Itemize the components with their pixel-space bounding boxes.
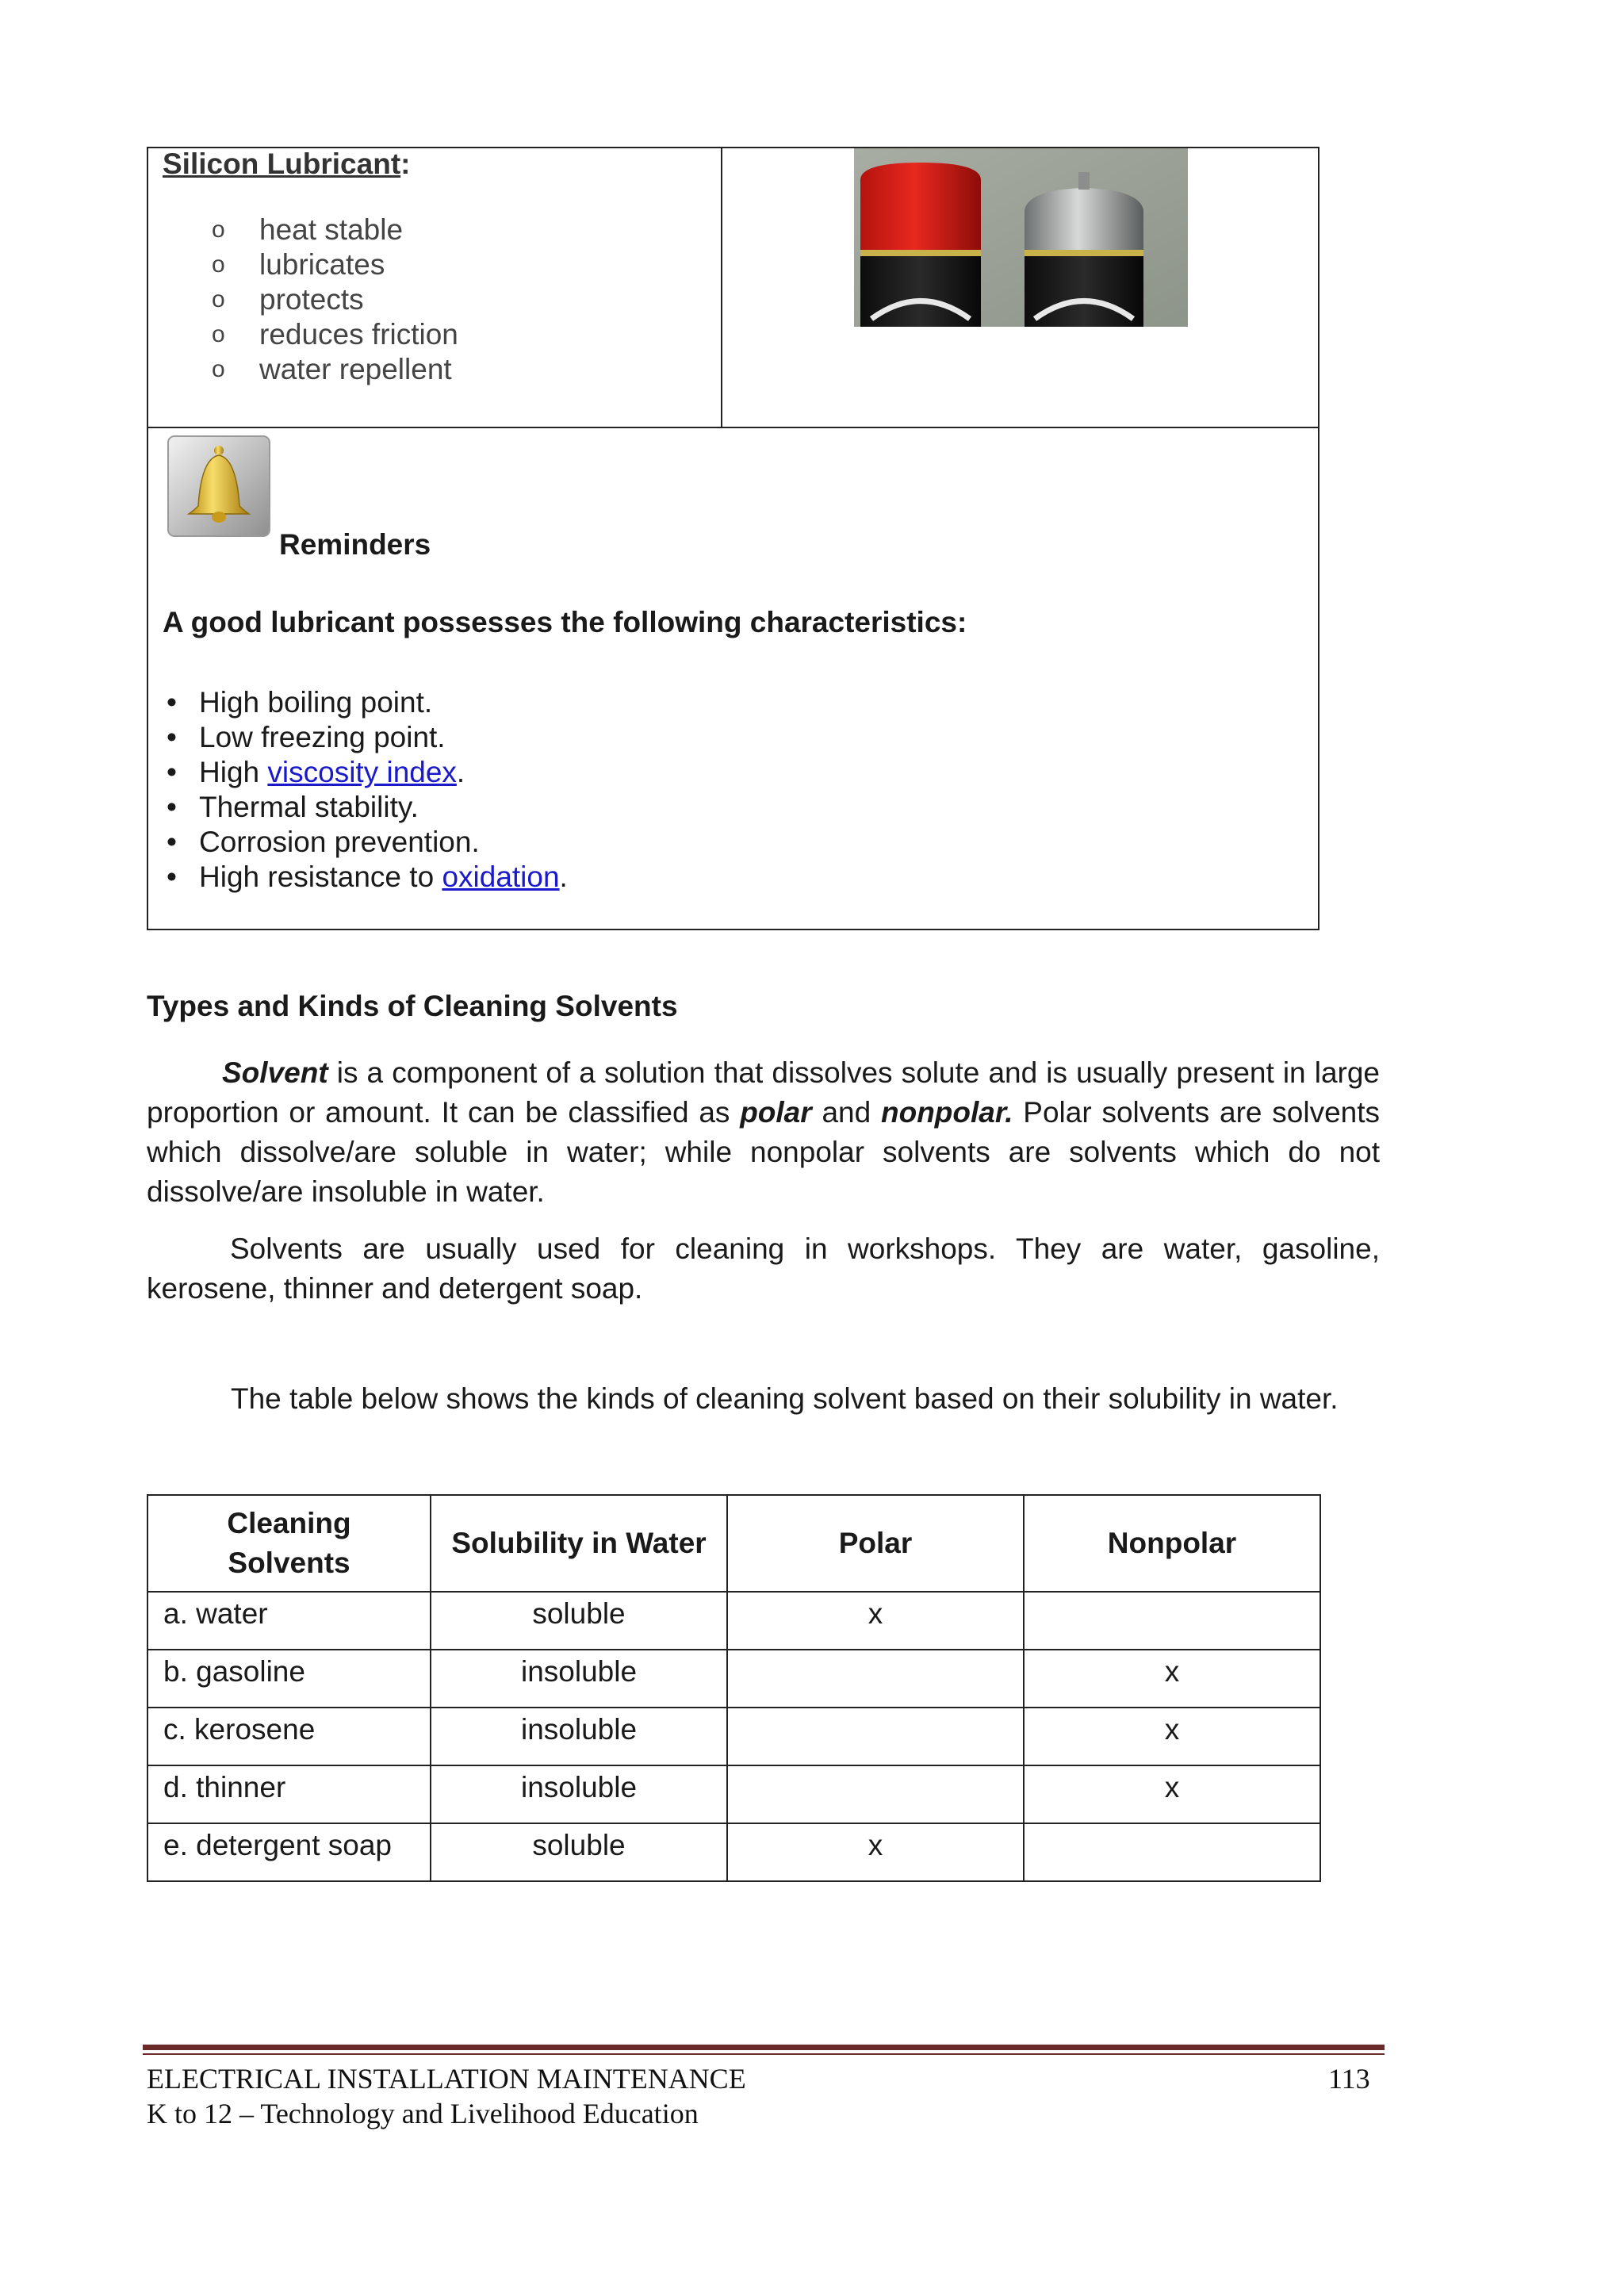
nonpolar-cell: x [1024, 1765, 1320, 1823]
solubility-cell: soluble [431, 1592, 727, 1650]
solubility-cell: soluble [431, 1823, 727, 1881]
box-row-divider [147, 427, 1320, 428]
solvent-name-cell: e. detergent soap [147, 1823, 431, 1881]
table-intro-text: The table below shows the kinds of cleaning solvent based on their solubility in water. [231, 1382, 1339, 1415]
table-header-row [147, 1495, 1320, 1592]
bullet-icon: • [167, 791, 177, 823]
list-item: o protects [212, 283, 364, 316]
list-item: o heat stable [212, 213, 404, 246]
polar-cell [727, 1708, 1024, 1765]
silicon-properties-list [208, 213, 458, 387]
list-item: o water repellent [212, 353, 452, 385]
table-row [147, 1823, 1320, 1881]
list-item: o lubricates [212, 248, 385, 281]
list-item: • Thermal stability. [167, 791, 419, 823]
footer-rule-thin [143, 2053, 1385, 2055]
bell-icon [167, 435, 271, 541]
silicon-lubricant-title: Silicon Lubricant: [163, 148, 411, 180]
list-item: • High resistance to oxidation. [167, 861, 568, 893]
solvent-name-cell: b. gasoline [147, 1650, 431, 1708]
box-column-divider [721, 147, 722, 427]
nonpolar-cell [1024, 1592, 1320, 1650]
solubility-cell: insoluble [431, 1765, 727, 1823]
list-item: o reduces friction [212, 318, 458, 351]
section-heading: Types and Kinds of Cleaning Solvents [147, 990, 678, 1022]
bullet-icon: • [167, 686, 177, 719]
table-row [147, 1650, 1320, 1708]
page-number: 113 [1328, 2063, 1370, 2095]
polar-cell [727, 1650, 1024, 1708]
table-row [147, 1708, 1320, 1765]
hollow-bullet-icon: o [212, 286, 225, 312]
column-header: Nonpolar [1024, 1495, 1320, 1592]
spray-cans-image [854, 148, 1188, 327]
list-item: • High boiling point. [167, 686, 433, 719]
bullet-icon: • [167, 826, 177, 858]
footer-rule [143, 2045, 1385, 2050]
bullet-icon: • [167, 756, 177, 788]
footer-subtitle: K to 12 – Technology and Livelihood Education [147, 2098, 699, 2129]
column-header: Solubility in Water [431, 1495, 727, 1592]
footer-course-title: ELECTRICAL INSTALLATION MAINTENANCE [147, 2063, 746, 2095]
solvent-definition-paragraph: Solvent is a component of a solution that dissolves solute and is usually present in large proportion or amount. It can be classified as polar and nonpolar. Polar solvents are solvents which dissolve/are soluble in water; while nonpolar solvents are solvents which do not dissolve/are insoluble in water. [147, 1056, 1381, 1208]
viscosity-index-link[interactable]: viscosity index [267, 756, 457, 788]
characteristics-heading: A good lubricant possesses the following characteristics: [163, 606, 967, 638]
solvent-usage-paragraph: Solvents are usually used for cleaning in workshops. They are water, gasoline, kerosene, thinner and detergent soap. [147, 1232, 1380, 1305]
table-row [147, 1765, 1320, 1823]
solvent-name-cell: c. kerosene [147, 1708, 431, 1765]
nonpolar-cell: x [1024, 1708, 1320, 1765]
list-item: • Low freezing point. [167, 721, 446, 753]
hollow-bullet-icon: o [212, 251, 225, 278]
column-header: Polar [727, 1495, 1024, 1592]
nonpolar-cell [1024, 1823, 1320, 1881]
hollow-bullet-icon: o [212, 217, 225, 243]
table-row [147, 1592, 1320, 1650]
characteristics-list [163, 685, 568, 895]
hollow-bullet-icon: o [212, 321, 225, 347]
hollow-bullet-icon: o [212, 356, 225, 382]
solubility-cell: insoluble [431, 1708, 727, 1765]
column-header: Cleaning Solvents [147, 1495, 431, 1592]
cleaning-solvents-table [147, 1494, 1321, 1882]
bullet-icon: • [167, 721, 177, 753]
polar-cell: x [727, 1823, 1024, 1881]
solvent-name-cell: a. water [147, 1592, 431, 1650]
bullet-icon: • [167, 861, 177, 893]
oxidation-link[interactable]: oxidation [442, 861, 560, 893]
solvent-name-cell: d. thinner [147, 1765, 431, 1823]
list-item: • Corrosion prevention. [167, 826, 480, 858]
reminders-label: Reminders [279, 528, 431, 561]
polar-cell [727, 1765, 1024, 1823]
solubility-cell: insoluble [431, 1650, 727, 1708]
list-item: • High viscosity index. [167, 756, 465, 788]
polar-cell: x [727, 1592, 1024, 1650]
nonpolar-cell: x [1024, 1650, 1320, 1708]
